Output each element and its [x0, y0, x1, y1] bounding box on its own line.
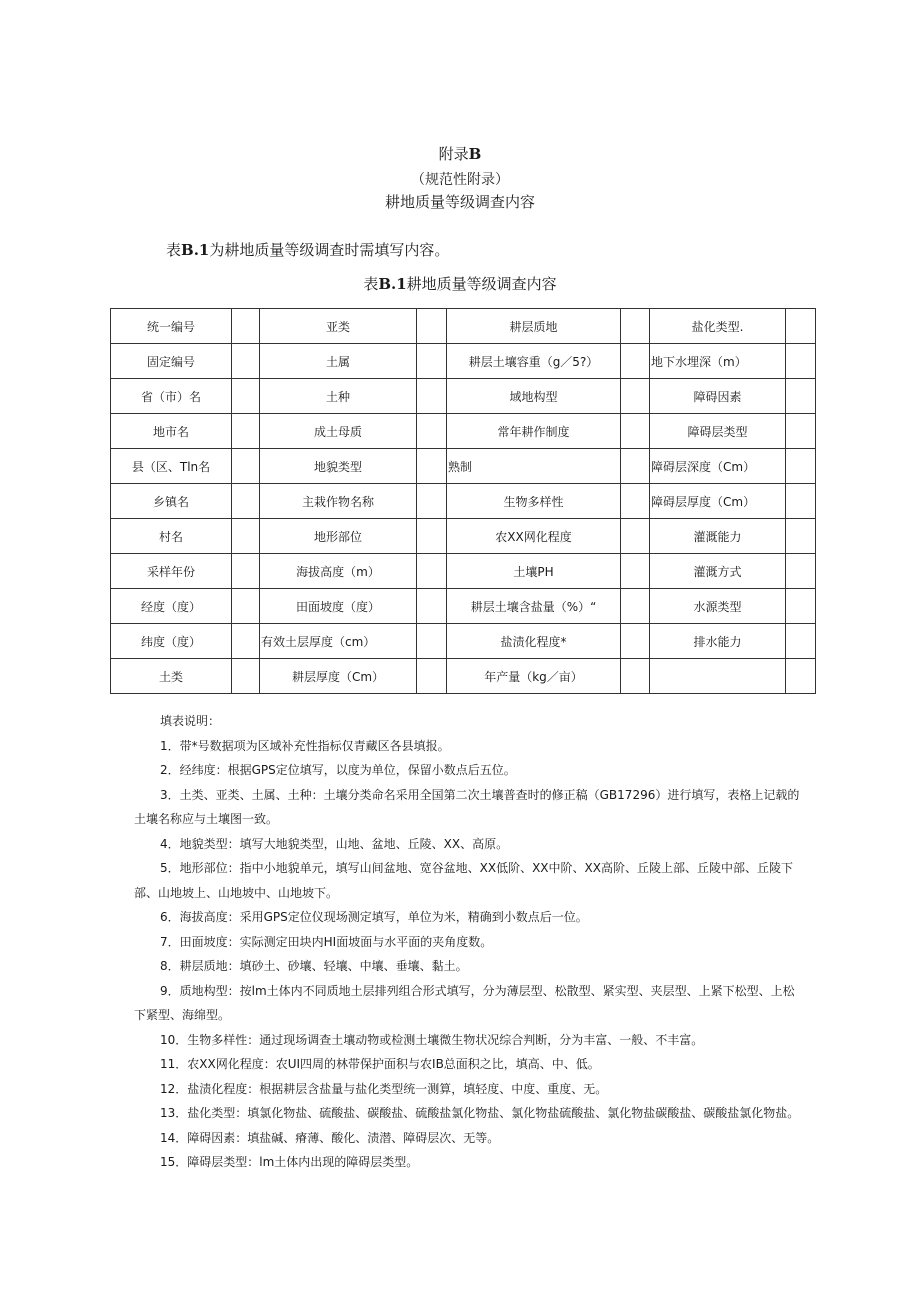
- note-item: 7．田面坡度：实际测定田块内HI面坡面与水平面的夹角度数。: [160, 934, 493, 949]
- field-label: 耕层土壤容重（g／5?）: [447, 344, 621, 379]
- intro-paragraph: [166, 239, 449, 260]
- appendix-label: 附录: [438, 145, 469, 163]
- note-item: 5．地形部位：指中小地貌单元，填写山间盆地、宽谷盆地、XX低阶、XX中阶、XX高阶、丘陵上部、丘陵中部、丘陵下部、山地坡上、山地坡中、山地坡下。: [134, 861, 793, 900]
- field-label: 域地构型: [447, 379, 621, 414]
- field-label: 耕层土壤含盐量（%）“: [447, 589, 621, 624]
- field-value-cell[interactable]: [621, 414, 650, 449]
- field-label: 土类: [111, 659, 232, 694]
- field-value-cell[interactable]: [232, 484, 260, 519]
- appendix-letter: B: [468, 145, 482, 163]
- field-value-cell[interactable]: [621, 309, 650, 344]
- field-value-cell[interactable]: [621, 379, 650, 414]
- field-label: 农XX网化程度: [447, 519, 621, 554]
- field-label: 地貌类型: [260, 449, 417, 484]
- field-label: 地市名: [111, 414, 232, 449]
- field-value-cell[interactable]: [786, 624, 816, 659]
- appendix-title: [0, 143, 920, 164]
- intro-text: 为耕地质量等级调查时需填写内容。: [209, 241, 450, 259]
- field-label: 障碍层类型: [650, 414, 786, 449]
- field-value-cell[interactable]: [232, 309, 260, 344]
- field-value-cell[interactable]: [786, 414, 816, 449]
- field-value-cell[interactable]: [417, 554, 447, 589]
- field-label: 固定编号: [111, 344, 232, 379]
- table-caption: [0, 273, 920, 294]
- field-value-cell[interactable]: [232, 449, 260, 484]
- field-value-cell[interactable]: [232, 624, 260, 659]
- field-label: 成土母质: [260, 414, 417, 449]
- field-label: 省（市）名: [111, 379, 232, 414]
- note-item: 4．地貌类型：填写大地貌类型，山地、盆地、丘陵、XX、高原。: [160, 836, 509, 851]
- field-value-cell[interactable]: [417, 449, 447, 484]
- table-row: [111, 624, 816, 659]
- note-item: 12．盐渍化程度：根据耕层含盐量与盐化类型统一测算，填轻度、中度、重度、无。: [160, 1081, 608, 1096]
- field-label: 地下水埋深（m）: [650, 344, 786, 379]
- field-value-cell[interactable]: [786, 379, 816, 414]
- field-value-cell[interactable]: [417, 484, 447, 519]
- field-value-cell[interactable]: [621, 344, 650, 379]
- field-value-cell[interactable]: [417, 309, 447, 344]
- intro-prefix: 表: [166, 241, 182, 259]
- field-label: 亚类: [260, 309, 417, 344]
- note-item: 11．农XX网化程度：农UI四周的林带保护面积与农IB总面积之比，填高、中、低。: [160, 1057, 600, 1071]
- note-item: 10．生物多样性：通过现场调查土壤动物或检测土壤微生物状况综合判断，分为丰富、一般、不丰富。: [160, 1032, 704, 1047]
- field-label: 经度（度）: [111, 589, 232, 624]
- field-label: 障碍层深度（Cm）: [650, 449, 786, 484]
- field-value-cell[interactable]: [621, 624, 650, 659]
- field-label: 有效土层厚度（cm）: [260, 624, 417, 659]
- field-label: 纬度（度）: [111, 624, 232, 659]
- field-label: 排水能力: [650, 624, 786, 659]
- field-value-cell[interactable]: [417, 519, 447, 554]
- field-value-cell[interactable]: [417, 659, 447, 694]
- note-item: 14．障碍因素：填盐碱、瘠薄、酸化、渍潜、障碍层次、无等。: [160, 1130, 500, 1145]
- field-value-cell[interactable]: [232, 554, 260, 589]
- note-item: 13．盐化类型：填氯化物盐、硫酸盐、碳酸盐、硫酸盐氯化物盐、氯化物盐硫酸盐、氯化物盐碳酸盐、碳酸盐氯化物盐。: [160, 1106, 800, 1120]
- field-label: 村名: [111, 519, 232, 554]
- field-value-cell[interactable]: [786, 449, 816, 484]
- table-row: [111, 309, 816, 344]
- field-value-cell[interactable]: [786, 554, 816, 589]
- field-label: 生物多样性: [447, 484, 621, 519]
- table-row: [111, 379, 816, 414]
- intro-table-no: B.1: [181, 241, 210, 259]
- notes-list: [134, 734, 804, 1175]
- field-value-cell[interactable]: [786, 659, 816, 694]
- field-label: 海拔高度（m）: [260, 554, 417, 589]
- field-label: 田面坡度（度）: [260, 589, 417, 624]
- field-value-cell[interactable]: [621, 589, 650, 624]
- field-label: 统一编号: [111, 309, 232, 344]
- table-row: [111, 484, 816, 519]
- table-caption-prefix: 表: [363, 275, 379, 293]
- appendix-heading: 耕地质量等级调查内容: [384, 193, 535, 211]
- field-value-cell[interactable]: [621, 554, 650, 589]
- field-value-cell[interactable]: [417, 379, 447, 414]
- field-label: 耕层质地: [447, 309, 621, 344]
- notes-title: 填表说明：: [160, 714, 221, 728]
- note-item: 2．经纬度：根据GPS定位填写，以度为单位，保留小数点后五位。: [160, 763, 516, 777]
- note-item: 15．障碍层类型：lm土体内出现的障碍层类型。: [160, 1155, 419, 1169]
- table-row: [111, 659, 816, 694]
- field-value-cell[interactable]: [786, 309, 816, 344]
- field-label: 熟制: [447, 449, 621, 484]
- note-item: 3．土类、亚类、土属、土种：土壤分类命名采用全国第二次土壤普查时的修正稿（GB17296）进行填写，表格上记载的土壤名称应与土壤图一致。: [134, 787, 800, 826]
- field-value-cell[interactable]: [232, 519, 260, 554]
- field-value-cell[interactable]: [786, 484, 816, 519]
- table-row: [111, 554, 816, 589]
- field-value-cell[interactable]: [621, 484, 650, 519]
- field-value-cell[interactable]: [621, 519, 650, 554]
- field-value-cell[interactable]: [232, 379, 260, 414]
- field-label: 盐渍化程度*: [447, 624, 621, 659]
- field-label: [650, 659, 786, 694]
- fill-instructions: [134, 709, 804, 1175]
- field-value-cell[interactable]: [621, 659, 650, 694]
- table-row: [111, 449, 816, 484]
- note-item: 1．带*号数据项为区域补充性指标仅青藏区各县填报。: [160, 738, 450, 753]
- field-value-cell[interactable]: [417, 344, 447, 379]
- field-value-cell[interactable]: [232, 589, 260, 624]
- field-label: 灌溉方式: [650, 554, 786, 589]
- field-label: 土种: [260, 379, 417, 414]
- field-value-cell[interactable]: [417, 624, 447, 659]
- field-label: 土属: [260, 344, 417, 379]
- table-row: [111, 589, 816, 624]
- survey-table: [110, 308, 816, 694]
- field-value-cell[interactable]: [786, 519, 816, 554]
- field-label: 采样年份: [111, 554, 232, 589]
- field-label: 主栽作物名称: [260, 484, 417, 519]
- note-item: 8．耕层质地：填砂土、砂壤、轻壤、中壤、垂壤、黏土。: [160, 959, 468, 973]
- field-value-cell[interactable]: [232, 414, 260, 449]
- table-row: [111, 344, 816, 379]
- field-label: 障碍层厚度（Cm）: [650, 484, 786, 519]
- field-value-cell[interactable]: [232, 344, 260, 379]
- field-label: 灌溉能力: [650, 519, 786, 554]
- table-row: [111, 519, 816, 554]
- note-item: 9．质地构型：按lm土体内不同质地土层排列组合形式填写，分为薄层型、松散型、紧实型、夹层型、上紧下松型、上松下紧型、海绵型。: [134, 983, 795, 1022]
- appendix-subtitle: （规范性附录）: [411, 172, 509, 188]
- field-value-cell[interactable]: [786, 589, 816, 624]
- table-caption-text: 耕地质量等级调查内容: [406, 275, 557, 293]
- field-label: 耕层厚度（Cm）: [260, 659, 417, 694]
- field-value-cell[interactable]: [786, 344, 816, 379]
- field-label: 水源类型: [650, 589, 786, 624]
- note-item: 6．海拔高度：采用GPS定位仪现场测定填写，单位为米，精确到小数点后一位。: [160, 910, 588, 924]
- field-label: 年产量（kg／亩）: [447, 659, 621, 694]
- field-label: 障碍因素: [650, 379, 786, 414]
- field-value-cell[interactable]: [417, 589, 447, 624]
- table-caption-no: B.1: [378, 275, 407, 293]
- field-label: 盐化类型.: [650, 309, 786, 344]
- field-label: 土壤PH: [447, 554, 621, 589]
- table-row: [111, 414, 816, 449]
- field-label: 县（区、Tln名: [111, 449, 232, 484]
- field-value-cell[interactable]: [621, 449, 650, 484]
- field-value-cell[interactable]: [232, 659, 260, 694]
- field-label: 常年耕作制度: [447, 414, 621, 449]
- field-label: 地形部位: [260, 519, 417, 554]
- field-value-cell[interactable]: [417, 414, 447, 449]
- field-label: 乡镇名: [111, 484, 232, 519]
